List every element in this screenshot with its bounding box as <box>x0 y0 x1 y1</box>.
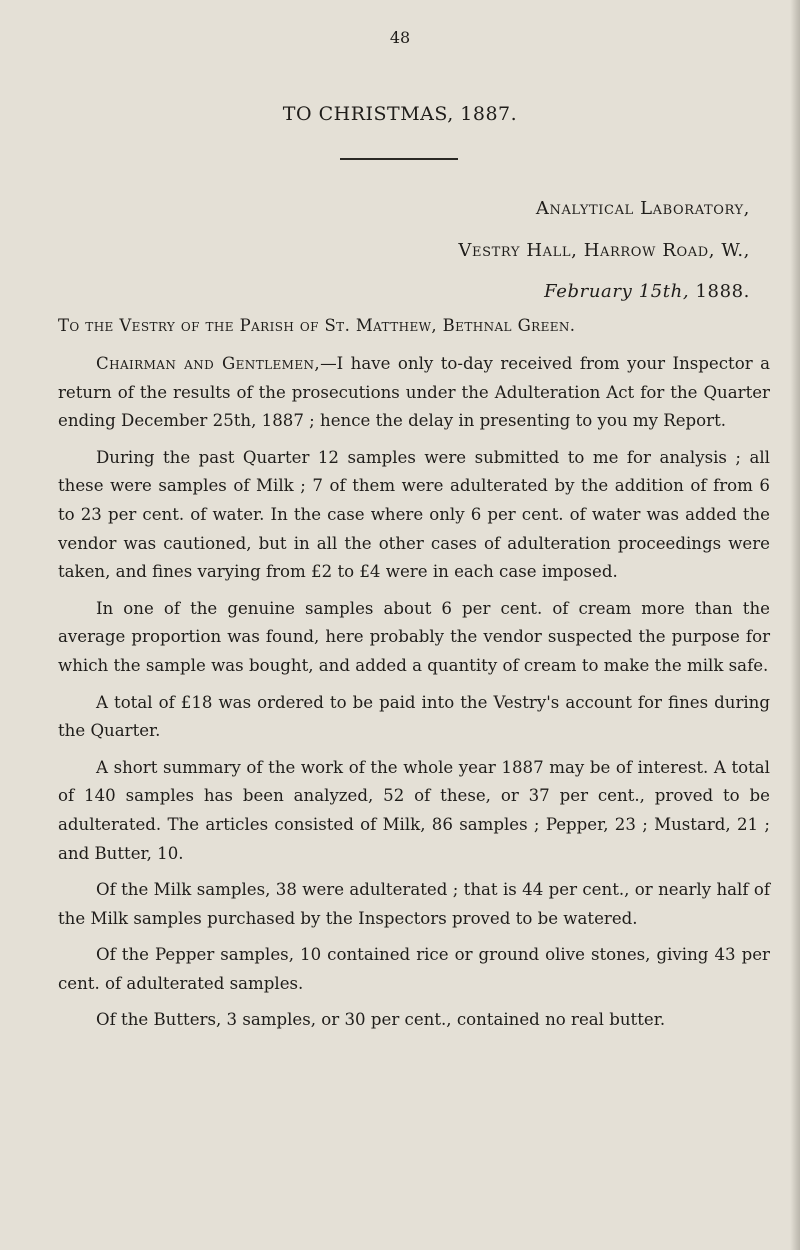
address-line-laboratory: Analytical Laboratory, <box>535 198 750 219</box>
paragraph: During the past Quarter 12 samples were submitted to me for analysis ; all these were samples of Milk ; 7 of them were adulterated by the addition of from 6 to 23 per cent. of water. In the case where only 6 per cent. of water was added the vendor was cautioned, but in all the other cases of adulteration proceedings were taken, and fines varying from £2 to £4 were in each case imposed. <box>58 447 770 582</box>
opening-caps: Chairman and Gentlemen, <box>96 354 321 373</box>
divider-rule <box>340 158 458 160</box>
letter-date <box>544 281 750 302</box>
date-day: 15th, <box>638 281 690 302</box>
paragraph: A total of £18 was ordered to be paid into the Vestry's account for fines during the Quarter. <box>58 692 770 741</box>
paragraph <box>58 350 770 436</box>
paragraph: Of the Butters, 3 samples, or 30 per cent., contained no real butter. <box>96 1010 666 1030</box>
paragraph-text: —I have only to-day received from your Inspector a return of the results of the prosecutions under the Adulteration Act for the Quarter ending December 25th, 1887 ; hence the delay in presenting to you my Report. <box>58 354 770 431</box>
date-year: 1888. <box>695 281 750 302</box>
paragraph: In one of the genuine samples about 6 per cent. of cream more than the average proportion was found, here probably the vendor suspected the purpose for which the sample was bought, and added a quantity of cream to make the milk safe. <box>58 598 770 675</box>
paragraph: Of the Milk samples, 38 were adulterated ; that is 44 per cent., or nearly half of the Milk samples purchased by the Inspectors proved to be watered. <box>58 880 770 928</box>
salutation: To the Vestry of the Parish of St. Matthew, Bethnal Green. <box>58 316 576 335</box>
address-line-street: Vestry Hall, Harrow Road, W., <box>458 240 750 261</box>
page-edge-shadow <box>790 0 800 1250</box>
page-number: 48 <box>389 28 411 47</box>
paragraph: Of the Pepper samples, 10 contained rice or ground olive stones, giving 43 per cent. of adulterated samples. <box>58 945 770 993</box>
date-month: February <box>544 281 633 302</box>
report-heading: TO CHRISTMAS, 1887. <box>282 103 518 125</box>
letter-body <box>58 350 770 1043</box>
paragraph: A short summary of the work of the whole year 1887 may be of interest. A total of 140 samples has been analyzed, 52 of these, or 37 per cent., proved to be adulterated. The articles consisted of Milk, 86 samples ; Pepper, 23 ; Mustard, 21 ; and Butter, 10. <box>58 757 770 863</box>
